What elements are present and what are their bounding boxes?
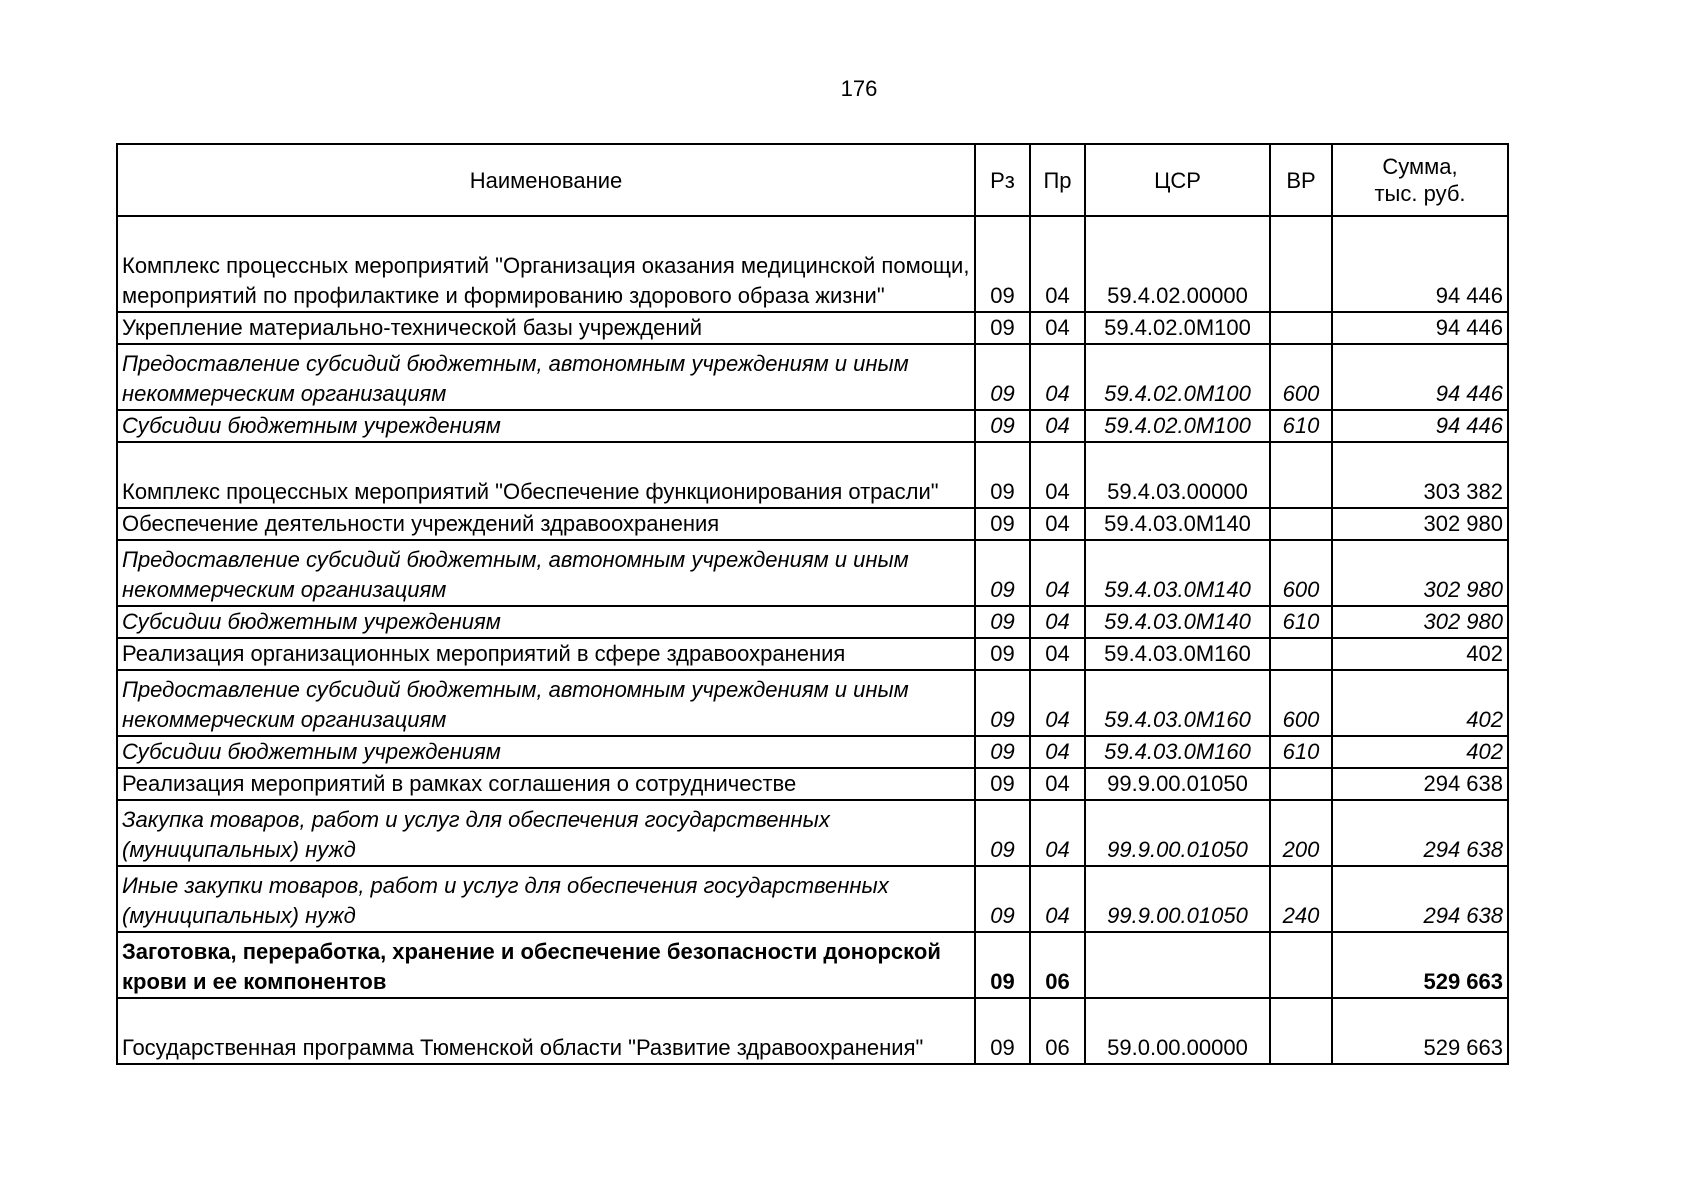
cell-name: Обеспечение деятельности учреждений здравоохранения [117,508,975,540]
cell-rz: 09 [975,216,1030,312]
cell-name: Реализация мероприятий в рамках соглашения о сотрудничестве [117,768,975,800]
cell-pr: 04 [1030,216,1085,312]
cell-pr: 04 [1030,736,1085,768]
cell-name: Комплекс процессных мероприятий "Обеспечение функционирования отрасли" [117,442,975,508]
cell-name: Закупка товаров, работ и услуг для обеспечения государственных (муниципальных) нужд [117,800,975,866]
cell-sum: 294 638 [1332,768,1508,800]
header-sum-line1: Сумма, [1382,154,1458,179]
cell-rz: 09 [975,508,1030,540]
cell-pr: 04 [1030,638,1085,670]
budget-table [116,143,1509,1065]
cell-name: Субсидии бюджетным учреждениям [117,410,975,442]
cell-vr: 200 [1270,800,1332,866]
table-row [117,216,1508,312]
cell-pr: 04 [1030,508,1085,540]
cell-sum: 94 446 [1332,216,1508,312]
header-vr: ВР [1270,144,1332,216]
cell-csr: 59.4.02.0М100 [1085,410,1270,442]
cell-vr [1270,312,1332,344]
cell-pr: 04 [1030,442,1085,508]
cell-name: Предоставление субсидий бюджетным, автономным учреждениям и иным некоммерческим организациям [117,670,975,736]
table-row [117,312,1508,344]
cell-name: Реализация организационных мероприятий в сфере здравоохранения [117,638,975,670]
cell-vr: 600 [1270,670,1332,736]
cell-pr: 04 [1030,410,1085,442]
cell-vr [1270,998,1332,1064]
cell-name: Государственная программа Тюменской области "Развитие здравоохранения" [117,998,975,1064]
cell-pr: 04 [1030,312,1085,344]
cell-vr [1270,508,1332,540]
cell-csr: 59.4.03.00000 [1085,442,1270,508]
cell-csr: 59.0.00.00000 [1085,998,1270,1064]
cell-vr: 610 [1270,736,1332,768]
header-sum [1332,144,1508,216]
table-row [117,540,1508,606]
table-row [117,344,1508,410]
cell-sum: 529 663 [1332,998,1508,1064]
cell-vr: 610 [1270,410,1332,442]
cell-name: Укрепление материально-технической базы учреждений [117,312,975,344]
cell-rz: 09 [975,410,1030,442]
cell-pr: 04 [1030,768,1085,800]
cell-name: Иные закупки товаров, работ и услуг для обеспечения государственных (муниципальных) нужд [117,866,975,932]
cell-vr [1270,216,1332,312]
header-sum-line2: тыс. руб. [1374,181,1466,206]
header-csr: ЦСР [1085,144,1270,216]
cell-sum: 402 [1332,736,1508,768]
cell-name: Заготовка, переработка, хранение и обеспечение безопасности донорской крови и ее компонентов [117,932,975,998]
cell-csr: 59.4.03.0М140 [1085,540,1270,606]
cell-name: Предоставление субсидий бюджетным, автономным учреждениям и иным некоммерческим организациям [117,540,975,606]
cell-rz: 09 [975,736,1030,768]
cell-pr: 06 [1030,998,1085,1064]
cell-pr: 04 [1030,606,1085,638]
page-number: 176 [840,76,878,101]
cell-csr: 99.9.00.01050 [1085,800,1270,866]
cell-sum: 529 663 [1332,932,1508,998]
cell-csr: 59.4.02.0М100 [1085,312,1270,344]
cell-sum: 94 446 [1332,344,1508,410]
cell-rz: 09 [975,866,1030,932]
cell-rz: 09 [975,768,1030,800]
table-row [117,736,1508,768]
header-name: Наименование [117,144,975,216]
cell-sum: 302 980 [1332,606,1508,638]
header-pr: Пр [1030,144,1085,216]
cell-csr: 59.4.03.0М160 [1085,670,1270,736]
cell-csr: 59.4.03.0М140 [1085,508,1270,540]
table-row [117,638,1508,670]
cell-sum: 402 [1332,638,1508,670]
table-row [117,670,1508,736]
cell-vr [1270,932,1332,998]
cell-rz: 09 [975,932,1030,998]
cell-rz: 09 [975,606,1030,638]
cell-csr: 59.4.03.0М160 [1085,638,1270,670]
cell-sum: 94 446 [1332,410,1508,442]
cell-rz: 09 [975,442,1030,508]
cell-pr: 04 [1030,866,1085,932]
cell-pr: 04 [1030,344,1085,410]
cell-vr: 610 [1270,606,1332,638]
cell-rz: 09 [975,312,1030,344]
cell-rz: 09 [975,344,1030,410]
cell-sum: 302 980 [1332,540,1508,606]
cell-rz: 09 [975,670,1030,736]
table-row [117,768,1508,800]
table-row [117,442,1508,508]
table-row [117,866,1508,932]
cell-pr: 04 [1030,800,1085,866]
cell-pr: 04 [1030,540,1085,606]
table-row [117,932,1508,998]
cell-csr: 99.9.00.01050 [1085,866,1270,932]
cell-rz: 09 [975,800,1030,866]
cell-vr: 600 [1270,344,1332,410]
cell-name: Предоставление субсидий бюджетным, автономным учреждениям и иным некоммерческим организациям [117,344,975,410]
cell-vr [1270,768,1332,800]
cell-vr [1270,638,1332,670]
table-row [117,998,1508,1064]
cell-csr: 59.4.03.0М160 [1085,736,1270,768]
cell-csr [1085,932,1270,998]
cell-csr: 59.4.02.00000 [1085,216,1270,312]
cell-sum: 402 [1332,670,1508,736]
cell-vr: 600 [1270,540,1332,606]
cell-vr: 240 [1270,866,1332,932]
cell-sum: 294 638 [1332,800,1508,866]
cell-csr: 59.4.02.0М100 [1085,344,1270,410]
cell-vr [1270,442,1332,508]
cell-pr: 04 [1030,670,1085,736]
cell-csr: 99.9.00.01050 [1085,768,1270,800]
cell-sum: 294 638 [1332,866,1508,932]
table-row [117,800,1508,866]
cell-name: Комплекс процессных мероприятий "Организация оказания медицинской помощи, мероприятий по профилактике и формированию здорового образа жизни" [117,216,975,312]
cell-name: Субсидии бюджетным учреждениям [117,606,975,638]
cell-pr: 06 [1030,932,1085,998]
header-rz: Рз [975,144,1030,216]
cell-sum: 302 980 [1332,508,1508,540]
cell-sum: 94 446 [1332,312,1508,344]
cell-sum: 303 382 [1332,442,1508,508]
table-row [117,410,1508,442]
cell-rz: 09 [975,540,1030,606]
table-row [117,508,1508,540]
cell-rz: 09 [975,638,1030,670]
table-header-row [117,144,1508,216]
cell-csr: 59.4.03.0М140 [1085,606,1270,638]
cell-name: Субсидии бюджетным учреждениям [117,736,975,768]
cell-rz: 09 [975,998,1030,1064]
table-row [117,606,1508,638]
